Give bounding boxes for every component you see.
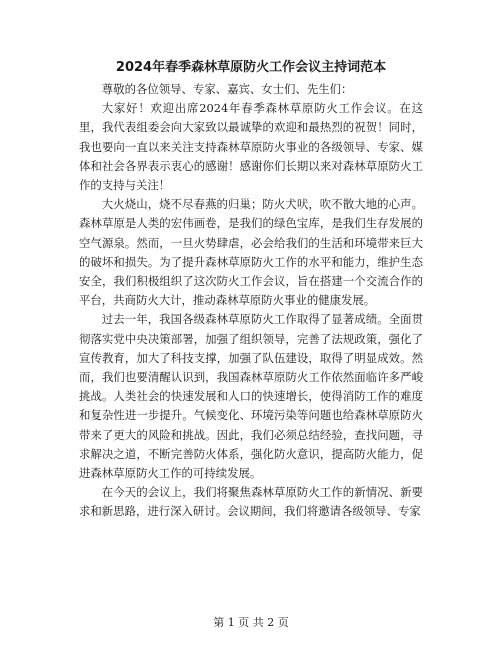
agenda-paragraph: 在今天的会议上，我们将聚焦森林草原防火工作的新情况、新要求和新思路，进行深入研讨。会议期间，我们将邀请各级领导、专家 <box>79 485 423 519</box>
welcome-paragraph: 大家好！欢迎出席2024年春季森林草原防火工作会议。在这里，我代表组委会向大家致以最诚挚的欢迎和最热烈的祝贺！同时，我也要向一直以来关注支持森林草原防火事业的各级领导、专家、媒体和社会各界表示衷心的感谢！感谢你们长期以来对森林草原防火工作的支持与关注！ <box>79 101 423 193</box>
review-paragraph: 过去一年，我国各级森林草原防火工作取得了显著成绩。全面贯彻落实党中央决策部署，加强了组织领导，完善了法规政策，强化了宣传教育，加大了科技支撑，加强了队伍建设，取得了明显成效。然而，我们也要清醒认识到，我国森林草原防火工作依然面临许多严峻挑战。人类社会的快速发展和人口的快速增长，使得消防工作的难度和复杂性进一步提升。气候变化、环境污染等问题也给森林草原防火带来了更大的风险和挑战。因此，我们必须总结经验，查找问题，寻求解决之道，不断完善防火体系，强化防火意识，提高防火能力，促进森林草原防火工作的可持续发展。 <box>79 312 423 481</box>
salutation-paragraph: 尊敬的各位领导、专家、嘉宾、女士们、先生们： <box>101 82 353 96</box>
document-title: 2024年春季森林草原防火工作会议主持词范本 <box>115 60 387 75</box>
purpose-paragraph: 大火烧山，烧不尽春燕的归巢；防火犬吠，吹不散大地的心声。森林草原是人类的宏伟画卷，是我们的绿色宝库，是我们生存发展的空气源泉。然而，一旦火势肆虐，必会给我们的生活和环境带来巨大的破坏和损失。为了提升森林草原防火工作的水平和能力，维护生态安全，我们积极组织了这次防火工作会议，旨在搭建一个交流合作的平台，共商防火大计，推动森林草原防火事业的健康发展。 <box>79 197 423 308</box>
page-number-footer: 第 1 页 共 2 页 <box>213 616 289 629</box>
document-body <box>79 80 423 522</box>
